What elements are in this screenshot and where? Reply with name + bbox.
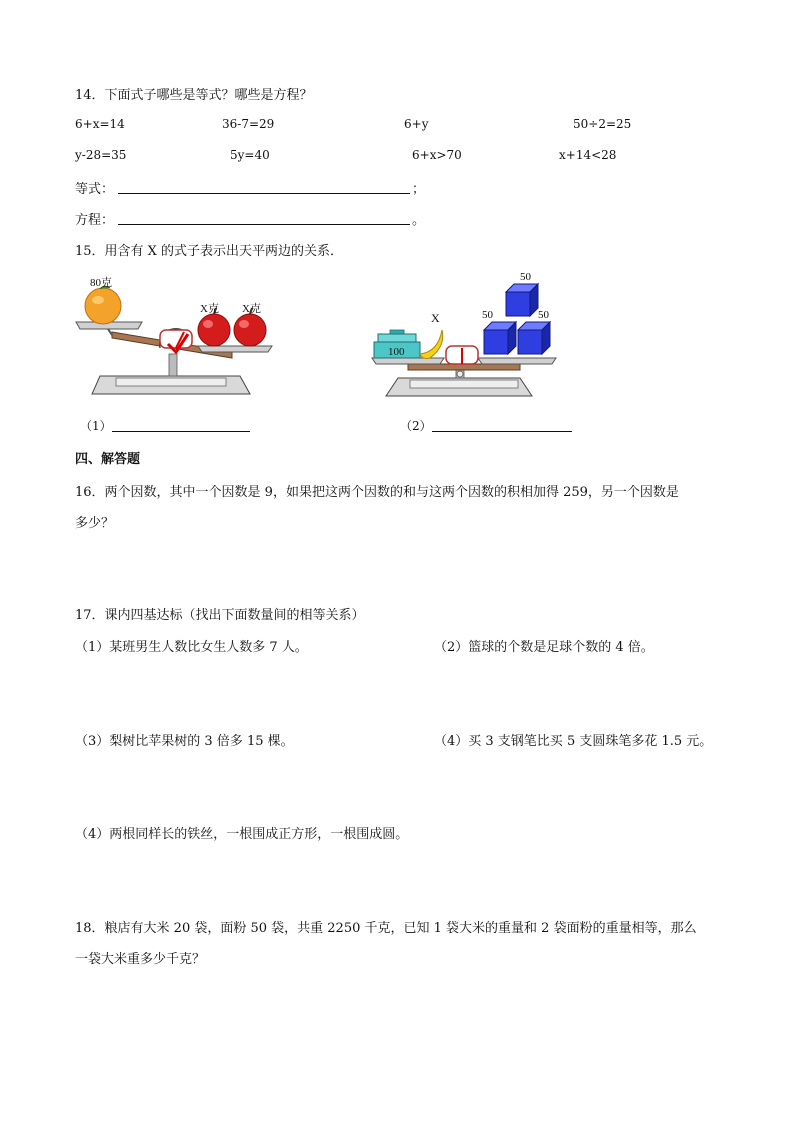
section-heading: 四、解答题: [75, 452, 141, 467]
weight-label: 100: [388, 346, 405, 358]
q15-title: 15．用含有 X 的式子表示出天平两边的关系．: [75, 244, 344, 259]
q16-line-2: 多少？: [75, 516, 115, 531]
balance-figure-1: [72, 272, 282, 407]
q18-line-2: 一袋大米重多少千克？: [75, 952, 206, 967]
expr-1: 6+x=14: [75, 117, 125, 131]
q15-blank-2-label: （2）: [400, 419, 432, 433]
expr-6: 5y=40: [230, 148, 270, 162]
equation-answer-line[interactable]: [118, 193, 410, 194]
q17-part-3: （3）梨树比苹果树的 3 倍多 15 棵。: [75, 734, 294, 749]
formula-answer-line[interactable]: [118, 224, 410, 225]
x-label: X: [431, 311, 440, 325]
expr-7: 6+x>70: [412, 148, 462, 162]
formula-end: 。: [412, 213, 426, 228]
q17-part-4: （4）买 3 支钢笔比买 5 支圆珠笔多花 1.5 元。: [434, 734, 713, 749]
equation-label: 等式：: [75, 182, 115, 197]
q18-line-1: 18．粮店有大米 20 袋，面粉 50 袋，共重 2250 千克，已知 1 袋大米的重量和 2 袋面粉的重量相等，那么: [75, 921, 697, 936]
equation-end: ；: [412, 182, 426, 197]
formula-label: 方程：: [75, 213, 115, 228]
q17-part-1: （1）某班男生人数比女生人数多 7 人。: [75, 640, 308, 655]
q15-blank-1-label: （1）: [80, 419, 112, 433]
expr-3: 6+y: [404, 117, 429, 131]
q15-answer-line-1[interactable]: [112, 431, 250, 432]
q17-part-2: （2）篮球的个数是足球个数的 4 倍。: [434, 640, 654, 655]
cube-label-left: 50: [482, 309, 493, 321]
expr-5: y-28=35: [75, 148, 127, 162]
expr-4: 50÷2=25: [573, 117, 632, 131]
apple-label-2: X克: [242, 303, 261, 315]
balance-figure-2: [370, 268, 570, 408]
expr-2: 36-7=29: [222, 117, 275, 131]
cube-label-top: 50: [520, 271, 531, 283]
q16-line-1: 16．两个因数，其中一个因数是 9，如果把这两个因数的和与这两个因数的积相加得 259，另一个因数是: [75, 485, 679, 500]
q17-title: 17．课内四基达标（找出下面数量间的相等关系）: [75, 608, 365, 623]
cube-label-right: 50: [538, 309, 549, 321]
orange-label: 80克: [90, 277, 112, 289]
q14-title: 14．下面式子哪些是等式？哪些是方程？: [75, 88, 313, 103]
q17-part-5: （4）两根同样长的铁丝，一根围成正方形，一根围成圆。: [75, 827, 409, 842]
q15-answer-line-2[interactable]: [432, 431, 572, 432]
apple-label-1: X克: [200, 303, 219, 315]
expr-8: x+14<28: [559, 148, 617, 162]
